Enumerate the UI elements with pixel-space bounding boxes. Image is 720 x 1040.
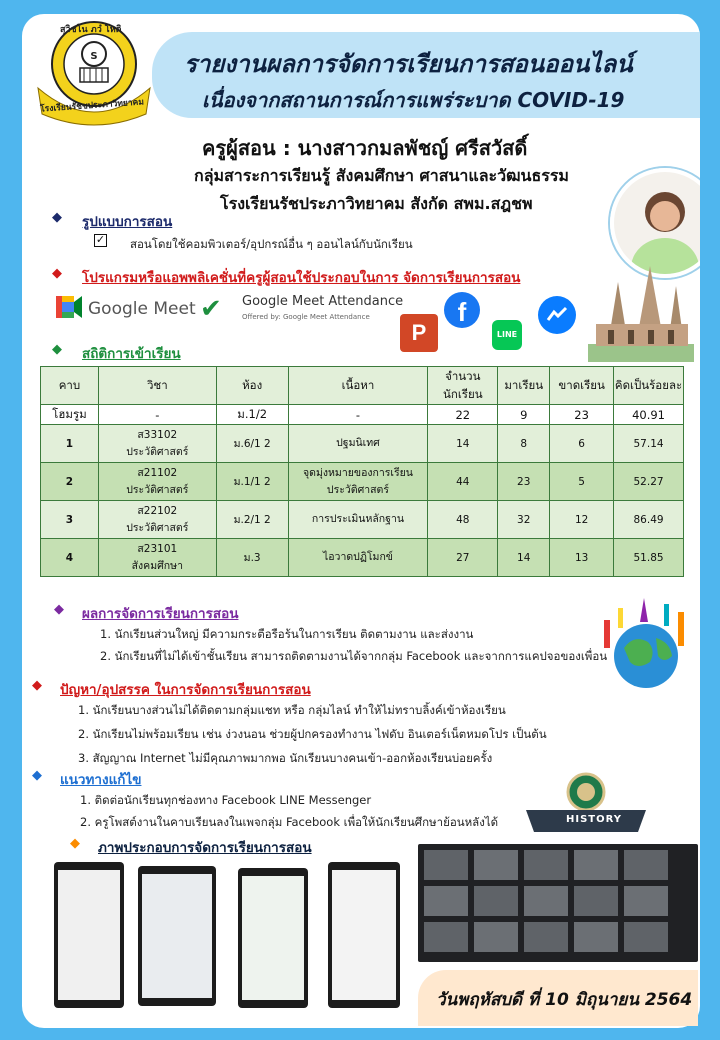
subject-name: สังคมศึกษา: [131, 559, 183, 572]
content-line: ไอวาดปฏิโมกข์: [322, 551, 393, 564]
messenger-bolt-icon: [546, 306, 568, 324]
checkmark-icon: ✔: [200, 294, 222, 324]
cell-subject: -: [98, 405, 216, 425]
cell-percent: 51.85: [614, 539, 684, 577]
report-date: วันพฤหัสบดี ที่ 10 มิถุนายน 2564: [418, 970, 698, 1026]
video-tile: [524, 886, 568, 916]
subject-code: ส22102: [137, 505, 178, 518]
video-tile: [474, 850, 518, 880]
cell-content: [288, 425, 428, 463]
history-badge-label: HISTORY: [566, 814, 623, 825]
content-line: การประเมินหลักฐาน: [311, 513, 405, 526]
subject-code: ส33102: [137, 429, 178, 442]
subject-code: ส21102: [137, 467, 178, 480]
cell-students: 44: [428, 463, 498, 501]
cell-period: 3: [41, 501, 99, 539]
cell-percent: 86.49: [614, 501, 684, 539]
diamond-bullet-icon: ◆: [32, 678, 42, 693]
cell-absent: 5: [550, 463, 614, 501]
col-percent: คิดเป็นร้อยละ: [614, 367, 684, 405]
cell-room: ม.6/1 2: [216, 425, 288, 463]
diamond-bullet-icon: ◆: [52, 266, 62, 281]
teacher-name: ครูผู้สอน : นางสาวกมลพัชญ์ ศรีสวัสดิ์: [202, 136, 528, 160]
video-tile: [574, 922, 618, 952]
solutions-heading: แนวทางแก้ไข: [60, 772, 142, 788]
table-row: [41, 463, 684, 501]
line-icon: LINE: [492, 320, 522, 350]
cell-students: 14: [428, 425, 498, 463]
cell-period: 1: [41, 425, 99, 463]
video-tile: [574, 886, 618, 916]
cell-present: 9: [498, 405, 550, 425]
cell-students: 27: [428, 539, 498, 577]
seal-top-text: สุวิชโน ภวํ โหติ: [60, 25, 122, 35]
cell-absent: 12: [550, 501, 614, 539]
page-title: รายงานผลการจัดการเรียนการสอนออนไลน์: [184, 50, 633, 78]
photos-heading: ภาพประกอบการจัดการเรียนการสอน: [98, 840, 312, 856]
screenshot-thumbnail: [328, 862, 400, 1008]
screenshot-thumbnail: [238, 868, 308, 1008]
subject-name: ประวัติศาสตร์: [126, 483, 189, 496]
subject-name: ประวัติศาสตร์: [126, 521, 189, 534]
video-tile: [624, 886, 668, 916]
screenshot-thumbnail: [54, 862, 124, 1008]
solutions-item: 1. ติดต่อนักเรียนทุกช่องทาง Facebook LINE Messenger: [80, 793, 372, 807]
diamond-bullet-icon: ◆: [52, 210, 62, 225]
content-line: ปฐมนิเทศ: [336, 437, 380, 450]
subject-name: ประวัติศาสตร์: [126, 445, 189, 458]
cell-absent: 13: [550, 539, 614, 577]
diamond-bullet-icon: ◆: [54, 602, 64, 617]
col-absent: ขาดเรียน: [550, 367, 614, 405]
col-present: มาเรียน: [498, 367, 550, 405]
col-students: จำนวนนักเรียน: [428, 367, 498, 405]
video-call-screenshot: [418, 844, 698, 962]
facebook-icon: f: [444, 292, 480, 328]
col-content: เนื้อหา: [288, 367, 428, 405]
diamond-bullet-icon: ◆: [32, 768, 42, 783]
video-tile: [524, 850, 568, 880]
cell-present: 23: [498, 463, 550, 501]
content-line: จุดมุ่งหมายของการเรียน: [302, 467, 413, 480]
cell-content: [288, 501, 428, 539]
cell-content: [288, 539, 428, 577]
cell-content: -: [288, 405, 428, 425]
cell-percent: 57.14: [614, 425, 684, 463]
subject-code: ส23101: [137, 543, 178, 556]
cell-period: โฮมรูม: [41, 405, 99, 425]
world-travel-icon: [594, 598, 698, 698]
cell-period: 4: [41, 539, 99, 577]
results-item: 1. นักเรียนส่วนใหญ่ มีความกระตือรือร้นในการเรียน ติดตามงาน และส่งงาน: [100, 627, 474, 641]
attendance-heading: สถิติการเข้าเรียน: [82, 346, 181, 362]
cell-present: 8: [498, 425, 550, 463]
cell-percent: 40.91: [614, 405, 684, 425]
results-heading: ผลการจัดการเรียนการสอน: [82, 606, 239, 622]
cell-subject: [98, 425, 216, 463]
cell-absent: 23: [550, 405, 614, 425]
video-tile: [624, 922, 668, 952]
table-header-row: [41, 367, 684, 405]
powerpoint-icon: P: [400, 314, 438, 352]
problems-item: 3. สัญญาณ Internet ไม่มีคุณภาพมากพอ นักเรียนบางคนเข้า-ออกห้องเรียนบ่อยครั้ง: [78, 751, 493, 765]
video-tile: [474, 886, 518, 916]
cell-students: 22: [428, 405, 498, 425]
attendance-title: Google Meet Attendance: [242, 294, 404, 309]
content-line: ประวัติศาสตร์: [326, 483, 390, 496]
diamond-bullet-icon: ◆: [70, 836, 80, 851]
table-row: [41, 425, 684, 463]
solutions-item: 2. ครูโพสต์งานในคาบเรียนลงในเพจกลุ่ม Facebook เพื่อให้นักเรียนศึกษาย้อนหลังได้: [80, 815, 499, 829]
video-tile: [474, 922, 518, 952]
cell-subject: [98, 539, 216, 577]
col-subject: วิชา: [98, 367, 216, 405]
cell-subject: [98, 463, 216, 501]
cell-room: ม.1/1 2: [216, 463, 288, 501]
format-item: สอนโดยใช้คอมพิวเตอร์/อุปกรณ์อื่น ๆ ออนไลน์กับนักเรียน: [130, 237, 413, 251]
programs-heading: โปรแกรมหรือแอพพลิเคชั่นที่ครูผู้สอนใช้ประกอบในการ จัดการเรียนการสอน: [82, 270, 521, 286]
col-room: ห้อง: [216, 367, 288, 405]
school-line: โรงเรียนรัชประภาวิทยาคม สังกัด สพม.สฎชพ: [220, 194, 533, 213]
table-row: [41, 501, 684, 539]
cell-percent: 52.27: [614, 463, 684, 501]
video-tile: [424, 850, 468, 880]
checkbox-icon: ✓: [95, 233, 106, 246]
cell-present: 14: [498, 539, 550, 577]
attendance-sub: Offered by: Google Meet Attendance: [242, 313, 370, 321]
cell-students: 48: [428, 501, 498, 539]
cell-content: [288, 463, 428, 501]
results-item: 2. นักเรียนที่ไม่ได้เข้าชั้นเรียน สามารถติดตามงานได้จากกลุ่ม Facebook และจากการแคปจอของเพื่อน: [100, 649, 608, 663]
video-tile: [424, 886, 468, 916]
diamond-bullet-icon: ◆: [52, 342, 62, 357]
video-tile: [624, 850, 668, 880]
format-heading: รูปแบบการสอน: [82, 214, 173, 230]
col-period: คาบ: [41, 367, 99, 405]
subject-group: กลุ่มสาระการเรียนรู้ สังคมศึกษา ศาสนาและวัฒนธรรม: [194, 166, 569, 185]
video-tile: [524, 922, 568, 952]
google-meet-icon: [56, 296, 82, 318]
cell-room: ม.3: [216, 539, 288, 577]
cell-room: ม.1/2: [216, 405, 288, 425]
page-subtitle: เนื่องจากสถานการณ์การแพร่ระบาด COVID-19: [202, 88, 625, 112]
svg-text:S: S: [90, 51, 98, 62]
problems-heading: ปัญหา/อุปสรรค ในการจัดการเรียนการสอน: [60, 682, 311, 698]
seal-bottom-text: โรงเรียนรัชชประภาวิทยาคม: [39, 97, 145, 115]
teacher-photo-icon: [614, 172, 700, 274]
attendance-table: [40, 366, 684, 577]
video-tile: [574, 850, 618, 880]
problems-item: 2. นักเรียนไม่พร้อมเรียน เช่น ง่วงนอน ช่วยผู้ปกครองทำงาน ไฟดับ อินเตอร์เน็ตหมดโปร เป็นต้น: [78, 727, 547, 741]
cell-absent: 6: [550, 425, 614, 463]
cell-room: ม.2/1 2: [216, 501, 288, 539]
temple-icon: [588, 262, 694, 362]
cell-period: 2: [41, 463, 99, 501]
cell-present: 32: [498, 501, 550, 539]
cell-subject: [98, 501, 216, 539]
google-meet-label: Google Meet: [88, 299, 196, 319]
video-tile: [424, 922, 468, 952]
table-row: [41, 539, 684, 577]
problems-item: 1. นักเรียนบางส่วนไม่ได้ติดตามกลุ่มแชท หรือ กลุ่มไลน์ ทำให้ไม่ทราบลิ้งค์เข้าห้องเรียน: [78, 703, 506, 717]
screenshot-thumbnail: [138, 866, 216, 1006]
table-row-summary: [41, 405, 684, 425]
